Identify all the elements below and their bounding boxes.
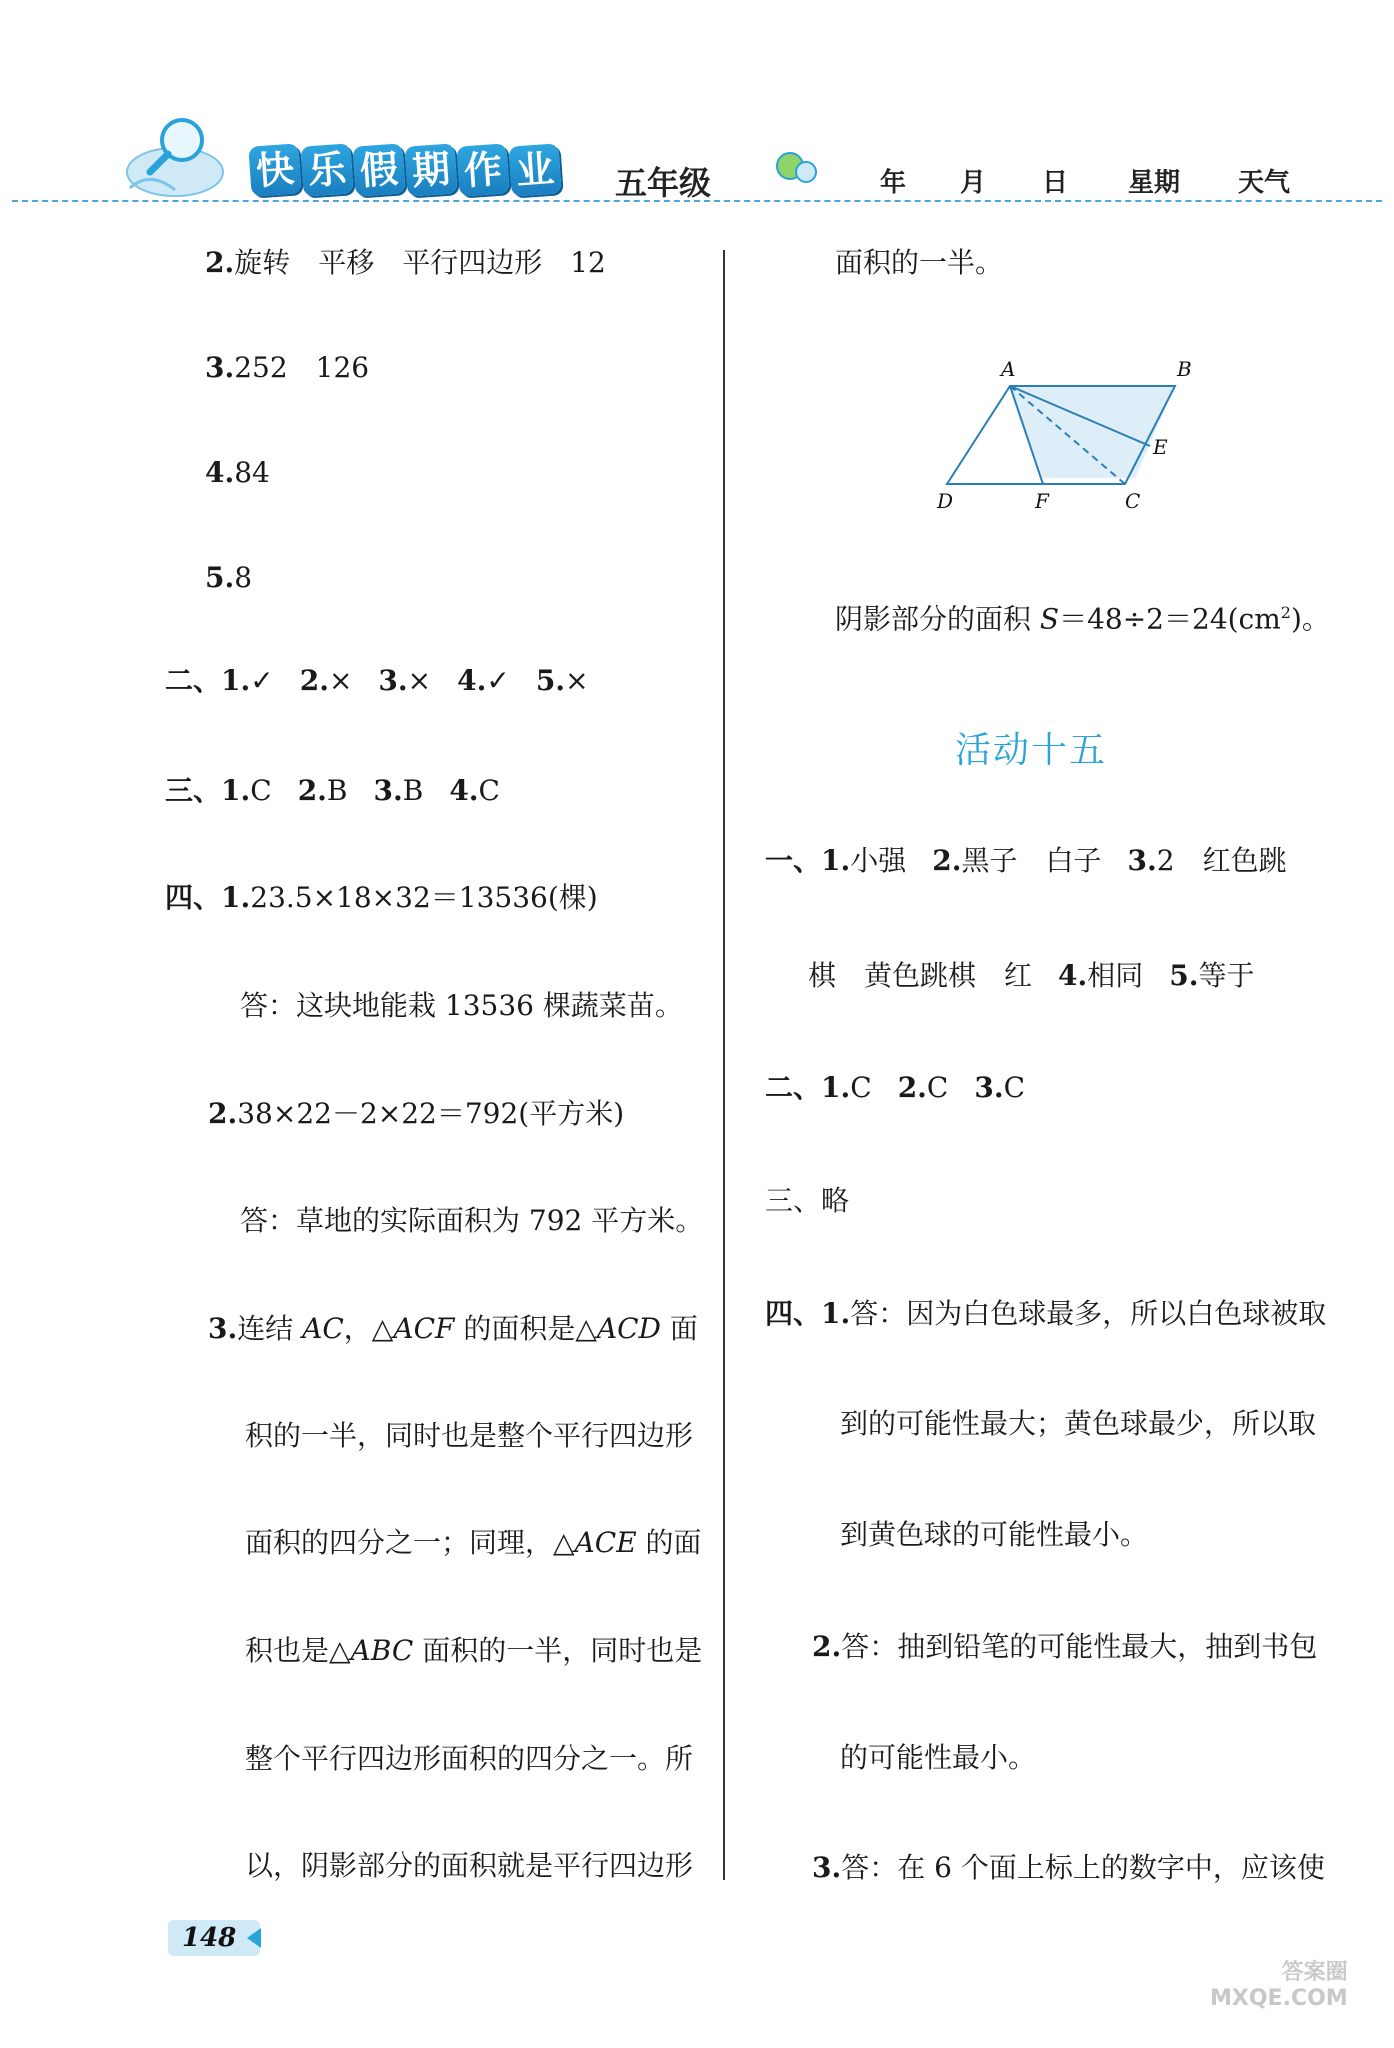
- answer-line: 到黄色球的可能性最小。: [840, 1518, 1149, 1551]
- choice-answer: C: [250, 774, 272, 807]
- text-run: )。: [1290, 602, 1330, 636]
- text-run: 面积的一半，同时也是: [413, 1634, 703, 1667]
- item-number: 4.: [457, 664, 487, 697]
- brand-char: 作: [456, 143, 509, 196]
- year-field: 年: [880, 168, 907, 198]
- choice-answer: C: [926, 1071, 949, 1104]
- label-f: F: [1035, 489, 1049, 513]
- answer-text: 8: [234, 561, 253, 594]
- answer-line: 三、略: [765, 1184, 850, 1217]
- section-number: 四、: [765, 1297, 822, 1330]
- item-number: 1.: [221, 664, 251, 697]
- brand-char: 快: [248, 143, 301, 196]
- page-arrow-icon: [247, 1928, 261, 1948]
- answer-text: 答：抽到铅笔的可能性最大，抽到书包: [841, 1630, 1318, 1663]
- page-header: [0, 0, 1394, 215]
- answer-line: [808, 958, 1255, 994]
- label-c: C: [1125, 489, 1141, 513]
- ball-decoration-icon: [772, 148, 822, 188]
- choice-answer: C: [478, 774, 500, 807]
- answer-text: 84: [234, 456, 270, 489]
- answer-line: [245, 1633, 702, 1669]
- brand-char: 业: [508, 143, 561, 196]
- text-run: 面积的四分之一；同理，△: [245, 1526, 575, 1559]
- math-var: S: [1039, 602, 1060, 636]
- section-number: 二、: [165, 664, 222, 697]
- check-mark: ✓: [250, 664, 274, 697]
- section-number: 四、: [165, 881, 222, 914]
- item-number: 1.: [221, 774, 251, 807]
- text-run: 的面: [636, 1526, 702, 1559]
- section-number: 一、: [765, 844, 822, 877]
- text-run: ，△: [343, 1312, 394, 1345]
- grade-label: 五年级: [615, 164, 712, 202]
- shaded-region: [1010, 386, 1175, 478]
- answer-line: [812, 1850, 1325, 1886]
- page-number: 148: [168, 1920, 260, 1956]
- item-number: 1.: [821, 1297, 851, 1330]
- answer-line: [205, 245, 606, 281]
- answer-line: [208, 1096, 624, 1132]
- brand-char: 假: [352, 143, 405, 196]
- section-number: 二、: [765, 1071, 822, 1104]
- superscript: 2: [1280, 603, 1291, 622]
- item-number: 2.: [297, 774, 327, 807]
- choice-answer: C: [1003, 1071, 1026, 1104]
- item-number: 4.: [205, 456, 235, 489]
- weather-field: 天气: [1238, 168, 1291, 198]
- cross-mark: ×: [565, 664, 589, 697]
- item-number: 5.: [535, 664, 566, 697]
- math-var: ACE: [574, 1526, 637, 1559]
- label-e: E: [1153, 435, 1168, 459]
- item-number: 3.: [208, 1312, 238, 1345]
- choice-answer: C: [850, 1071, 872, 1104]
- label-b: B: [1177, 357, 1192, 381]
- item-number: 2.: [897, 1071, 927, 1104]
- item-number: 4.: [449, 774, 479, 807]
- choice-answer: B: [402, 774, 424, 807]
- answer-line: [165, 773, 500, 809]
- answer-text: 23.5×18×32＝13536(棵): [250, 881, 598, 914]
- item-number: 2.: [299, 664, 329, 697]
- label-d: D: [937, 489, 954, 513]
- item-number: 2.: [932, 844, 962, 877]
- answer-text: 答：因为白色球最多，所以白色球被取: [850, 1297, 1327, 1330]
- answer-line: [205, 455, 270, 491]
- answer-text: 等于: [1198, 959, 1255, 992]
- book-brand-title: [250, 145, 560, 195]
- math-var: ABC: [350, 1634, 414, 1667]
- item-number: 3.: [373, 774, 403, 807]
- answer-text: 252 126: [234, 351, 370, 384]
- answer-line: 的可能性最小。: [840, 1741, 1037, 1774]
- answer-line: 整个平行四边形面积的四分之一。所: [245, 1742, 694, 1775]
- answer-line: 答：草地的实际面积为 792 平方米。: [240, 1204, 704, 1237]
- choice-answer: B: [326, 774, 348, 807]
- answer-text: 相同: [1087, 959, 1144, 992]
- cross-mark: ×: [328, 664, 353, 697]
- item-number: 5.: [205, 561, 235, 594]
- brand-char: 乐: [300, 143, 353, 196]
- math-var: ACD: [596, 1312, 661, 1345]
- answer-text: 黑子 白子: [961, 844, 1102, 877]
- answer-text: 2 红色跳: [1156, 844, 1287, 877]
- answer-line: [165, 880, 598, 916]
- item-number: 5.: [1169, 959, 1199, 992]
- answer-line: [165, 663, 589, 699]
- weekday-field: 星期: [1128, 168, 1181, 198]
- answer-line: 到的可能性最大；黄色球最少，所以取: [840, 1407, 1317, 1440]
- brand-char: 期: [404, 143, 457, 196]
- text-run: 阴影部分的面积: [835, 602, 1040, 636]
- answer-line: 答：这块地能栽 13536 棵蔬菜苗。: [240, 989, 683, 1022]
- watermark: [1210, 1960, 1348, 2012]
- item-number: 2.: [812, 1630, 842, 1663]
- parallelogram-figure: [925, 350, 1215, 520]
- header-dashed-line: [12, 200, 1382, 202]
- answer-line: [205, 560, 252, 596]
- answer-text: 38×22－2×22＝792(平方米): [237, 1097, 625, 1130]
- answer-line: [835, 595, 1330, 637]
- watermark-bottom: MXQE.COM: [1210, 1986, 1348, 2011]
- section-title: 活动十五: [955, 730, 1108, 771]
- answer-line: [812, 1629, 1317, 1665]
- item-number: 3.: [378, 664, 408, 697]
- cross-mark: ×: [407, 664, 432, 697]
- day-field: 日: [1042, 168, 1069, 198]
- text-run: 的面积是△: [454, 1312, 597, 1345]
- answer-line: [205, 350, 369, 386]
- text-run: ＝48÷2＝24(cm: [1059, 602, 1281, 636]
- answer-text: 小强: [850, 844, 907, 877]
- answer-line: [765, 1296, 1326, 1332]
- item-number: 2.: [208, 1097, 238, 1130]
- math-var: AC: [302, 1312, 344, 1345]
- answer-line: 积的一半，同时也是整个平行四边形: [245, 1419, 694, 1452]
- magnifier-decoration-icon: [120, 110, 230, 205]
- answer-line: 面积的一半。: [835, 246, 1004, 279]
- answer-line: [765, 1070, 1025, 1106]
- item-number: 4.: [1058, 959, 1088, 992]
- answer-line: [245, 1525, 702, 1561]
- month-field: 月: [960, 168, 987, 198]
- answer-line: 以，阴影部分的面积就是平行四边形: [245, 1849, 694, 1882]
- item-number: 3.: [1127, 844, 1157, 877]
- answer-line: [208, 1311, 698, 1347]
- answer-line: [765, 843, 1287, 879]
- watermark-top: 答案圈: [1281, 1960, 1348, 1985]
- item-number: 1.: [821, 1071, 851, 1104]
- text-run: 连结: [237, 1312, 303, 1345]
- item-number: 3.: [974, 1071, 1004, 1104]
- section-number: 三、: [165, 774, 222, 807]
- answer-text: 答：在 6 个面上标上的数字中，应该使: [841, 1851, 1325, 1884]
- item-number: 1.: [221, 881, 251, 914]
- check-mark: ✓: [486, 664, 510, 697]
- text-run: 面: [660, 1312, 698, 1345]
- label-a: A: [1001, 357, 1016, 381]
- text-run: 积也是△: [245, 1634, 351, 1667]
- answer-text: 棋 黄色跳棋 红: [808, 959, 1033, 992]
- item-number: 3.: [812, 1851, 842, 1884]
- answer-text: 旋转 平移 平行四边形 12: [234, 246, 606, 279]
- column-divider: [723, 250, 725, 1880]
- item-number: 3.: [205, 351, 235, 384]
- math-var: ACF: [393, 1312, 455, 1345]
- item-number: 2.: [205, 246, 235, 279]
- item-number: 1.: [821, 844, 851, 877]
